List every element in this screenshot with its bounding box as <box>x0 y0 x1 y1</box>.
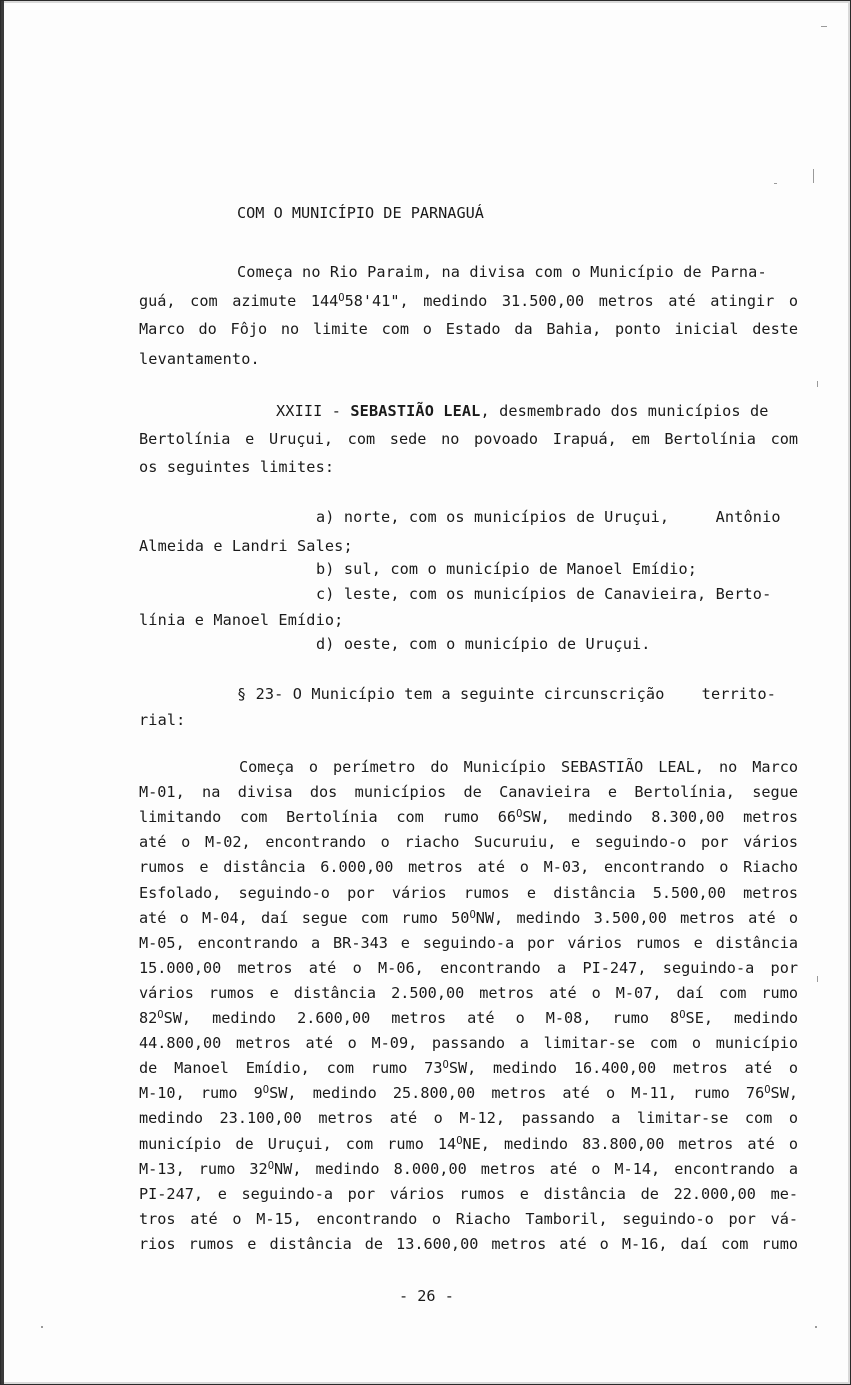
page-number: - 26 - <box>399 1287 454 1305</box>
perimeter-line: rios rumos e distância de 13.600,00 metros até o M-16, daí com rumo <box>139 1235 798 1253</box>
limit-item-c-cont: línia e Manoel Emídio; <box>139 611 344 629</box>
limit-item-c: c) leste, com os municípios de Canavieira, Berto- <box>316 585 772 603</box>
paragraph-line: levantamento. <box>139 350 260 368</box>
scan-speck <box>813 169 814 183</box>
perimeter-line: 15.000,00 metros até o M-06, encontrando a PI-247, seguindo-a por <box>139 959 798 977</box>
paragraph-line: Começa no Rio Paraim, na divisa com o Município de Parna- <box>237 263 767 281</box>
section-heading: COM O MUNICÍPIO DE PARNAGUÁ <box>237 204 484 222</box>
perimeter-line: tros até o M-15, encontrando o Riacho Tamboril, seguindo-o por vá- <box>139 1210 798 1228</box>
scan-speck <box>815 1326 817 1328</box>
limit-item-d: d) oeste, com o município de Uruçui. <box>316 635 651 653</box>
perimeter-line: Esfolado, seguindo-o por vários rumos e distância 5.500,00 metros <box>139 884 798 902</box>
scan-speck <box>817 976 818 982</box>
perimeter-line: M-10, rumo $9^OSW$, medindo 25.800,00 metros até o M-11, rumo $76^OSW$, <box>139 1084 798 1102</box>
perimeter-line: de Manoel Emídio, com rumo $73^OSW$, medindo 16.400,00 metros até o <box>139 1059 799 1077</box>
perimeter-line: até o M-04, daí segue com rumo $50^ONW$, medindo 3.500,00 metros até o <box>139 909 798 927</box>
paragraph-line: XXIII - SEBASTIÃO LEAL, desmembrado dos municípios de <box>276 402 769 420</box>
paragraph-line: Bertolínia e Uruçui, com sede no povoado Irapuá, em Bertolínia com <box>139 430 798 448</box>
perimeter-line: município de Uruçui, com rumo $14^ONE$, medindo 83.800,00 metros até o <box>139 1135 798 1153</box>
perimeter-line: M-05, encontrando a BR-343 e seguindo-a por vários rumos e distância <box>139 934 798 952</box>
perimeter-line: $82^OSW$, medindo 2.600,00 metros até o M-08, rumo $8^OSE$, medindo <box>139 1009 798 1027</box>
paragraph-line: Marco do Fôjo no limite com o Estado da Bahia, ponto inicial deste <box>139 320 798 338</box>
scan-speck <box>817 381 818 387</box>
section-23: § 23- O Município tem a seguinte circunscrição territo- <box>237 685 777 703</box>
scan-speck <box>821 26 827 27</box>
perimeter-line: M-01, na divisa dos municípios de Canavieira e Bertolínia, segue <box>139 783 798 801</box>
perimeter-line: Começa o perímetro do Município SEBASTIÃO LEAL, no Marco <box>239 758 798 776</box>
perimeter-line: 44.800,00 metros até o M-09, passando a limitar-se com o município <box>139 1034 798 1052</box>
limit-item-a: a) norte, com os municípios de Uruçui, Antônio <box>316 508 781 526</box>
paragraph-line: guá, com azimute $144^O58'41$", medindo 31.500,00 metros até atingir o <box>139 292 799 310</box>
scan-speck <box>41 1326 43 1328</box>
limit-item-b: b) sul, com o município de Manoel Emídio; <box>316 560 698 578</box>
perimeter-line: PI-247, e seguindo-a por vários rumos e distância de 22.000,00 me- <box>139 1185 798 1203</box>
perimeter-line: M-13, rumo $32^ONW$, medindo 8.000,00 metros até o M-14, encontrando a <box>139 1160 798 1178</box>
paragraph-line: os seguintes limites: <box>139 458 335 476</box>
perimeter-line: vários rumos e distância 2.500,00 metros até o M-07, daí com rumo <box>139 984 798 1002</box>
limit-item-a-cont: Almeida e Landri Sales; <box>139 537 353 555</box>
perimeter-line: medindo 23.100,00 metros até o M-12, passando a limitar-se com o <box>139 1109 798 1127</box>
perimeter-line: limitando com Bertolínia com rumo $66^OSW$, medindo 8.300,00 metros <box>139 808 798 826</box>
perimeter-line: até o M-02, encontrando o riacho Sucuruiu, e seguindo-o por vários <box>139 833 798 851</box>
section-23-cont: rial: <box>139 711 186 729</box>
municipality-name: SEBASTIÃO LEAL <box>350 402 481 420</box>
scan-speck <box>774 183 777 184</box>
perimeter-line: rumos e distância 6.000,00 metros até o M-03, encontrando o Riacho <box>139 858 798 876</box>
